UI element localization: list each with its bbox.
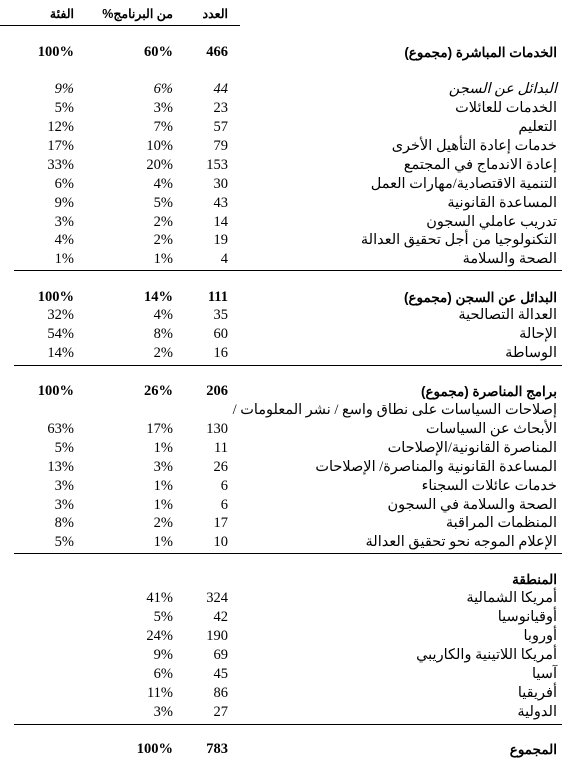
- table-row: 5% 42 أوقيانوسيا: [153, 609, 557, 625]
- section-total-row: 100% 60% 466 الخدمات المباشرة (مجموع): [37, 44, 557, 60]
- section-divider: [14, 365, 562, 366]
- section-title: برامج المناصرة (مجموع): [420, 384, 557, 399]
- table-row: إصلاحات السياسات على نطاق واسع / نشر المعلومات /: [232, 402, 557, 418]
- table-row: 9% 69 أمريكا اللاتينية والكاريبي: [153, 647, 557, 663]
- section-total-row: 100% 14% 111 البدائل عن السجن (مجموع): [37, 289, 557, 305]
- table-row: 4% 2% 19 التكنولوجيا من أجل تحقيق العدالة: [54, 232, 557, 248]
- table-row: 9% 6% 44 البدائل عن السجن: [54, 81, 557, 97]
- grand-total-row: 100% 783 المجموع: [136, 741, 557, 757]
- table-row: 3% 1% 6 خدمات عائلات السجناء: [54, 478, 557, 494]
- section-divider: [14, 270, 562, 271]
- table-row: 6% 45 آسيا: [153, 666, 557, 682]
- section-title: البدائل عن السجن (مجموع): [403, 290, 557, 305]
- table-header: [0, 5, 572, 24]
- section-divider: [14, 724, 562, 725]
- table-row: 5% 3% 23 الخدمات للعائلات: [54, 100, 557, 116]
- table-row: 33% 20% 153 إعادة الاندماج في المجتمع: [47, 157, 557, 173]
- table-row: 24% 190 أوروبا: [146, 628, 557, 644]
- grand-total-label: المجموع: [509, 742, 557, 757]
- header-rule: [0, 25, 240, 26]
- table-row: 6% 4% 30 التنمية الاقتصادية/مهارات العمل: [54, 176, 557, 192]
- header-category: الفئة: [49, 7, 74, 21]
- section-divider: [14, 553, 562, 554]
- table-row: 8% 2% 17 المنظمات المراقبة: [54, 515, 557, 531]
- header-count: العدد: [202, 7, 228, 21]
- table-row: 3% 1% 6 الصحة والسلامة في السجون: [54, 497, 557, 513]
- section-total-row: [0, 570, 572, 589]
- table-row: 12% 7% 57 التعليم: [47, 119, 557, 135]
- table-row: 41% 324 أمريكا الشمالية: [146, 590, 557, 606]
- section-title: الخدمات المباشرة (مجموع): [404, 45, 557, 60]
- header-program-percent: %من البرنامج: [102, 7, 173, 21]
- table-row: 11% 86 أفريقيا: [146, 685, 557, 701]
- table-row: 1% 1% 4 الصحة والسلامة: [54, 251, 557, 267]
- section-total-row: 100% 26% 206 برامج المناصرة (مجموع): [37, 383, 557, 399]
- table-row: 14% 2% 16 الوساطة: [47, 345, 557, 361]
- table-row: 13% 3% 26 المساعدة القانونية والمناصرة/ الإصلاحات: [47, 459, 557, 475]
- table-row: 54% 8% 60 الإحالة: [47, 326, 557, 342]
- table-row: 9% 5% 43 المساعدة القانونية: [54, 195, 557, 211]
- table-row: 5% 1% 10 الإعلام الموجه نحو تحقيق العدالة: [54, 534, 557, 550]
- section-title: المنطقة: [512, 572, 557, 587]
- table-row: 17% 10% 79 خدمات إعادة التأهيل الأخرى: [47, 138, 557, 154]
- table-row: 3% 27 الدولية: [153, 704, 557, 720]
- table-row: 5% 1% 11 المناصرة القانونية/الإصلاحات: [54, 440, 557, 456]
- table-row: 3% 2% 14 تدريب عاملي السجون: [54, 214, 557, 230]
- table-row: 63% 17% 130 الأبحاث عن السياسات: [47, 421, 557, 437]
- table-row: 32% 4% 35 العدالة التصالحية: [47, 307, 557, 323]
